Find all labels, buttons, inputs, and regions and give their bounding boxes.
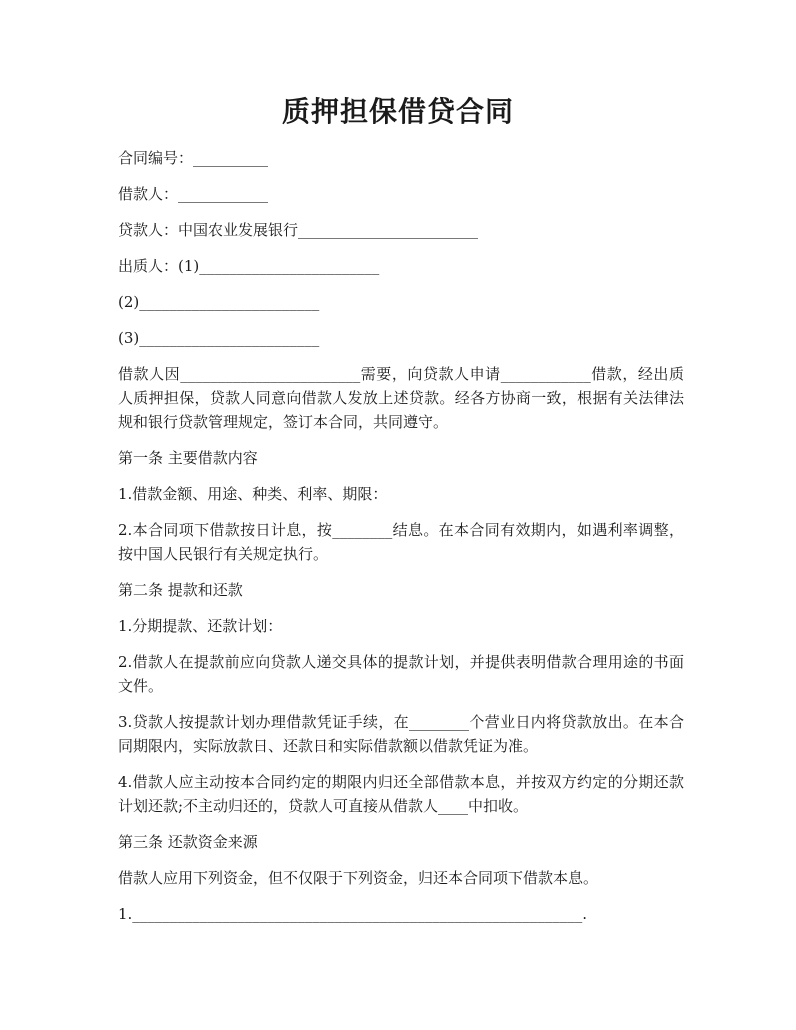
article1-item1: 1.借款金额、用途、种类、利率、期限： — [118, 485, 388, 503]
document-title: 质押担保借贷合同 — [281, 95, 514, 128]
pledgor-line-3: (3)________________________ — [118, 329, 320, 347]
borrower-line: 借款人：____________ — [118, 185, 269, 203]
pledgor-line-1: 出质人：(1)________________________ — [118, 257, 380, 275]
article3-item1: 1.____________________________________________________________. — [118, 905, 588, 923]
document-body — [118, 146, 684, 926]
article2-item4: 4.借款人应主动按本合同约定的期限内归还全部借款本息，并按双方约定的分期还款计划还款;不主动归还的，贷款人可直接从借款人____中扣收。 — [118, 773, 684, 815]
article3-heading: 第三条 还款资金来源 — [118, 833, 258, 851]
intro-paragraph: 借款人因________________________需要，向贷款人申请____________借款，经出质人质押担保，贷款人同意向借款人发放上述贷款。经各方协商一致，根据有关法律法规和银行贷款管理规定，签订本合同，共同遵守。 — [118, 365, 684, 431]
article1-item2: 2.本合同项下借款按日计息，按________结息。在本合同有效期内，如遇利率调整，按中国人民银行有关规定执行。 — [118, 521, 684, 563]
article1-heading: 第一条 主要借款内容 — [118, 449, 258, 467]
contract-number-line: 合同编号：__________ — [118, 149, 269, 167]
article3-intro: 借款人应用下列资金，但不仅限于下列资金，归还本合同项下借款本息。 — [118, 869, 599, 887]
article2-item1: 1.分期提款、还款计划： — [118, 617, 283, 635]
article2-heading: 第二条 提款和还款 — [118, 581, 243, 599]
lender-line: 贷款人：中国农业发展银行________________________ — [118, 221, 479, 239]
article2-item3: 3.贷款人按提款计划办理借款凭证手续，在________个营业日内将贷款放出。在本合同期限内，实际放款日、还款日和实际借款额以借款凭证为准。 — [118, 713, 684, 755]
article2-item2: 2.借款人在提款前应向贷款人递交具体的提款计划，并提供表明借款合理用途的书面文件。 — [118, 653, 684, 695]
pledgor-line-2: (2)________________________ — [118, 293, 320, 311]
